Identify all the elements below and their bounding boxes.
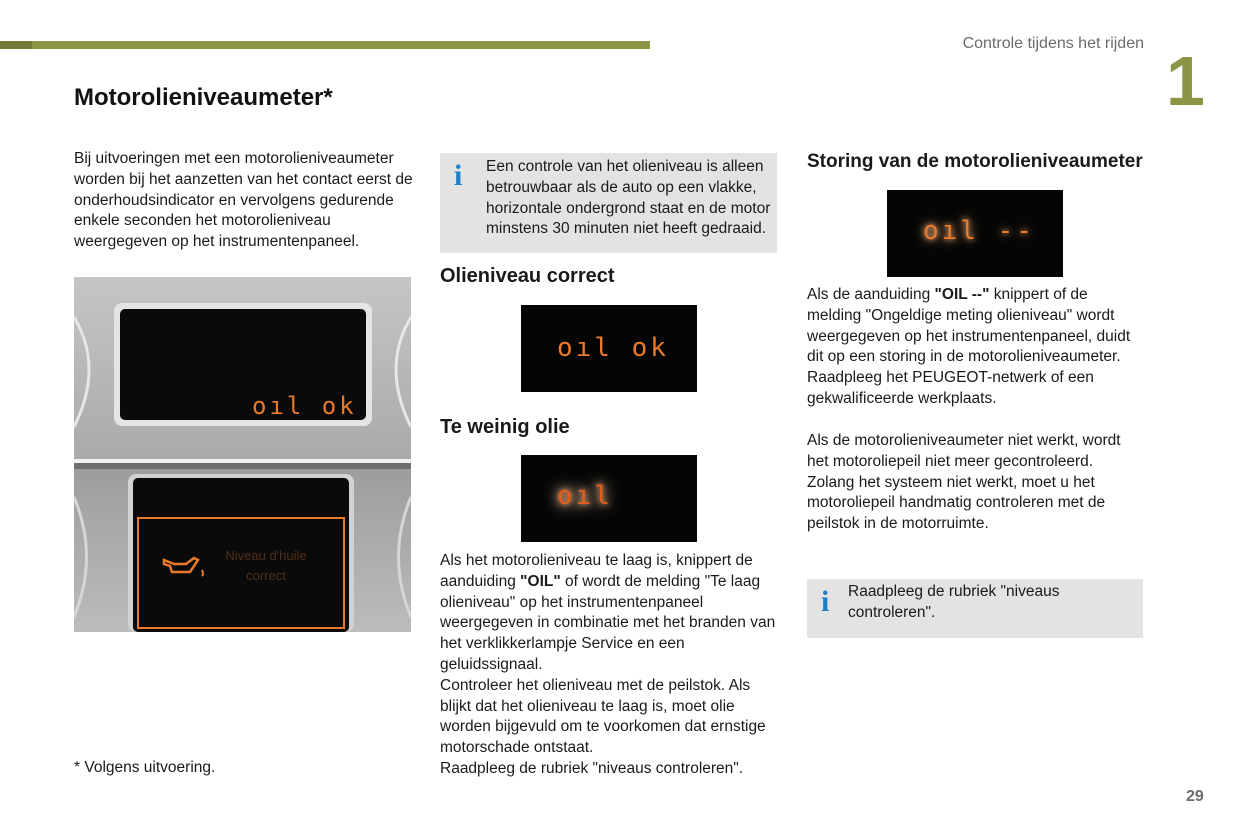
- page-title: Motorolieniveaumeter*: [74, 84, 333, 111]
- low-oil-paragraph-3: Raadpleeg de rubriek "niveaus controleren".: [440, 759, 744, 777]
- instrument-cluster-photo: [74, 277, 411, 632]
- heading-low-oil: Te weinig olie: [440, 416, 570, 438]
- info-box-see-levels: [807, 579, 1143, 638]
- low-oil-code: "OIL": [520, 572, 561, 590]
- info-box-level-check: [440, 153, 777, 253]
- fault-text-after: knippert of de melding "Ongeldige meting olieniveau" wordt weergegeven op het instrumentenpaneel, duidt dit op een storing in de motorolieniveaumeter. Raadpleeg het PEUGEOT-netwerk of een gekwalificeerde werkplaats.: [807, 286, 1131, 407]
- cluster-message-line1: Niveau d'huile: [225, 548, 307, 563]
- info-icon: i: [454, 159, 463, 192]
- display-oil-fault-text: oıl --: [923, 216, 1035, 246]
- display-oil-fault: [887, 190, 1063, 277]
- info-icon: i: [821, 585, 830, 618]
- low-oil-text-after: of wordt de melding "Te laag olieniveau" op het instrumentenpaneel weergegeven in combinatie met het branden van het verklikkerlampje Service en een geluidssignaal.: [440, 572, 776, 673]
- low-oil-text-before: Als het motorolieniveau te laag is, knippert de aanduiding: [440, 552, 753, 590]
- header-bar-accent: [0, 41, 32, 49]
- heading-oil-correct: Olieniveau correct: [440, 265, 615, 287]
- intro-paragraph: Bij uitvoeringen met een motorolieniveaumeter worden bij het aanzetten van het contact eerst de onderhoudsindicator en vervolgens gedurende enkele seconden het motorolieniveau weergegeven op het instrumentenpaneel.: [74, 150, 413, 251]
- fault-paragraph-2: Als de motorolieniveaumeter niet werkt, wordt het motoroliepeil niet meer gecontroleerd. Zolang het systeem niet werkt, moet u het motoroliepeil handmatig controleren met de peilstok in de motorruimte.: [807, 432, 1121, 533]
- cluster-illustration: [74, 277, 411, 632]
- low-oil-paragraph-2: Controleer het olieniveau met de peilstok. Als blijkt dat het olieniveau te laag is, moet olie worden bijgevuld om te voorkomen dat ernstige motorschade ontstaat.: [440, 676, 766, 757]
- cluster-message-line2: correct: [246, 568, 286, 583]
- display-oil-ok-text: oıl ok: [557, 333, 669, 363]
- info-box-2-text: Raadpleeg de rubriek "niveaus controleren".: [848, 583, 1060, 621]
- cluster-top-display: oıl ok: [252, 392, 357, 420]
- header-bar: [0, 41, 650, 49]
- low-oil-paragraph-1: [440, 551, 780, 676]
- fault-code: "OIL --": [934, 286, 990, 303]
- display-oil-low: [521, 455, 697, 542]
- low-oil-text: [440, 551, 780, 780]
- section-title: Controle tijdens het rijden: [962, 35, 1144, 52]
- footnote: * Volgens uitvoering.: [74, 759, 216, 776]
- fault-text-before: Als de aanduiding: [807, 286, 935, 303]
- page-number: 29: [1186, 788, 1204, 805]
- display-oil-ok: [521, 305, 697, 392]
- heading-gauge-fault: Storing van de motorolieniveaumeter: [807, 151, 1143, 172]
- chapter-number: 1: [1166, 42, 1205, 120]
- fault-paragraph-1: [807, 285, 1143, 410]
- display-oil-low-text: oıl: [557, 481, 613, 511]
- info-box-text: Een controle van het olieniveau is alleen betrouwbaar als de auto op een vlakke, horizontale ondergrond staat en de motor minstens 30 minuten niet heeft gedraaid.: [486, 158, 771, 238]
